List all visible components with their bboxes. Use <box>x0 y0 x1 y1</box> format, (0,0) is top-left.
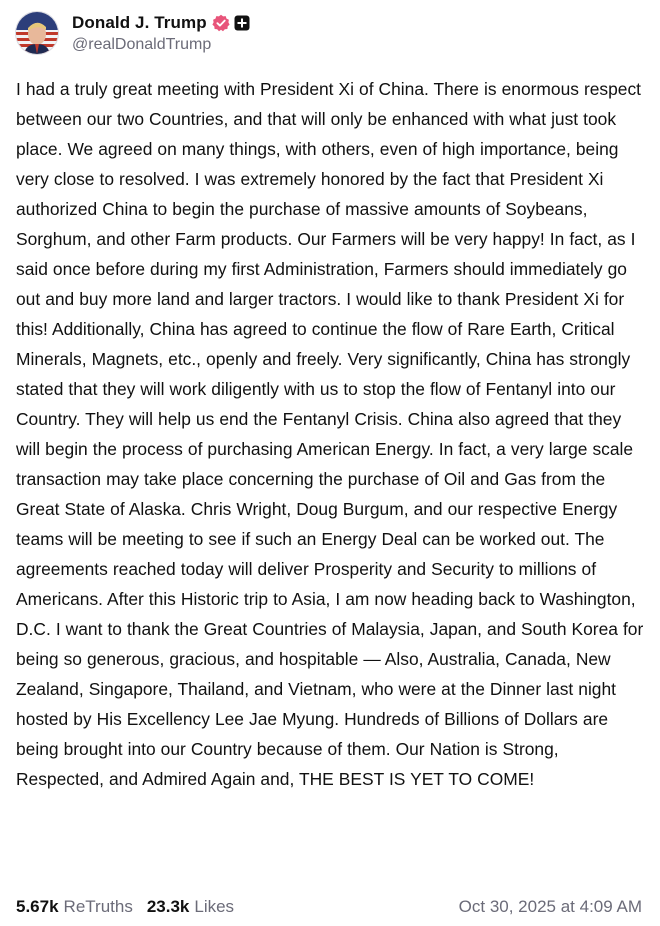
post-header <box>16 10 250 56</box>
likes-count: 23.3k <box>146 897 190 916</box>
post-footer <box>16 893 642 921</box>
post-timestamp[interactable]: Oct 30, 2025 at 4:09 AM <box>458 897 642 916</box>
retruths-label: ReTruths <box>63 897 133 916</box>
author-name-row <box>72 12 250 34</box>
retruths-count: 5.67k <box>16 897 59 916</box>
verified-badge-icon <box>212 14 230 32</box>
author-handle[interactable]: @realDonaldTrump <box>72 36 212 53</box>
avatar-image <box>16 12 58 54</box>
likes-label: Likes <box>194 897 235 916</box>
display-name[interactable]: Donald J. Trump <box>72 13 207 32</box>
author-names <box>72 12 250 54</box>
post-body-text: I had a truly great meeting with President Xi of China. There is enormous respect between our two Countries, and that will only be enhanced with what just took place. We agreed on many things, with others, even of high importance, being very close to resolved. I was extremely honored by the fact that President Xi authorized China to begin the purchase of massive amounts of Soybeans, Sorghum, and other Farm products. Our Farmers will be very happy! In fact, as I said once before during my first Administration, Farmers should immediately go out and buy more land and larger tractors. I would like to thank President Xi for this! Additionally, China has agreed to continue the flow of Rare Earth, Critical Minerals, Magnets, etc., openly and freely. Very significantly, China has strongly stated that they will work diligently with us to stop the flow of Fentanyl into our Country. They will help us end the Fentanyl Crisis. China also agreed that they will begin the process of purchasing American Energy. In fact, a very large scale transaction may take place concerning the purchase of Oil and Gas from the Great State of Alaska. Chris Wright, Doug Burgum, and our respective Energy teams will be meeting to see if such an Energy Deal can be worked out. The agreements reached today will deliver Prosperity and Security to millions of Americans. After this Historic trip to Asia, I am now heading back to Washington, D.C. I want to thank the Great Countries of Malaysia, Japan, and South Korea for being so generous, gracious, and hospitable — Also, Australia, Canada, New Zealand, Singapore, Thailand, and Vietnam, who were at the Dinner last night hosted by His Excellency Lee Jae Myung. Hundreds of Billions of Dollars are being brought into our Country because of them. Our Nation is Strong, Respected, and Admired Again and, THE BEST IS YET TO COME! <box>16 79 644 789</box>
retruths-stat[interactable] <box>16 897 133 917</box>
avatar[interactable] <box>16 12 58 54</box>
plus-badge-icon <box>234 15 250 31</box>
likes-stat[interactable] <box>147 897 234 917</box>
